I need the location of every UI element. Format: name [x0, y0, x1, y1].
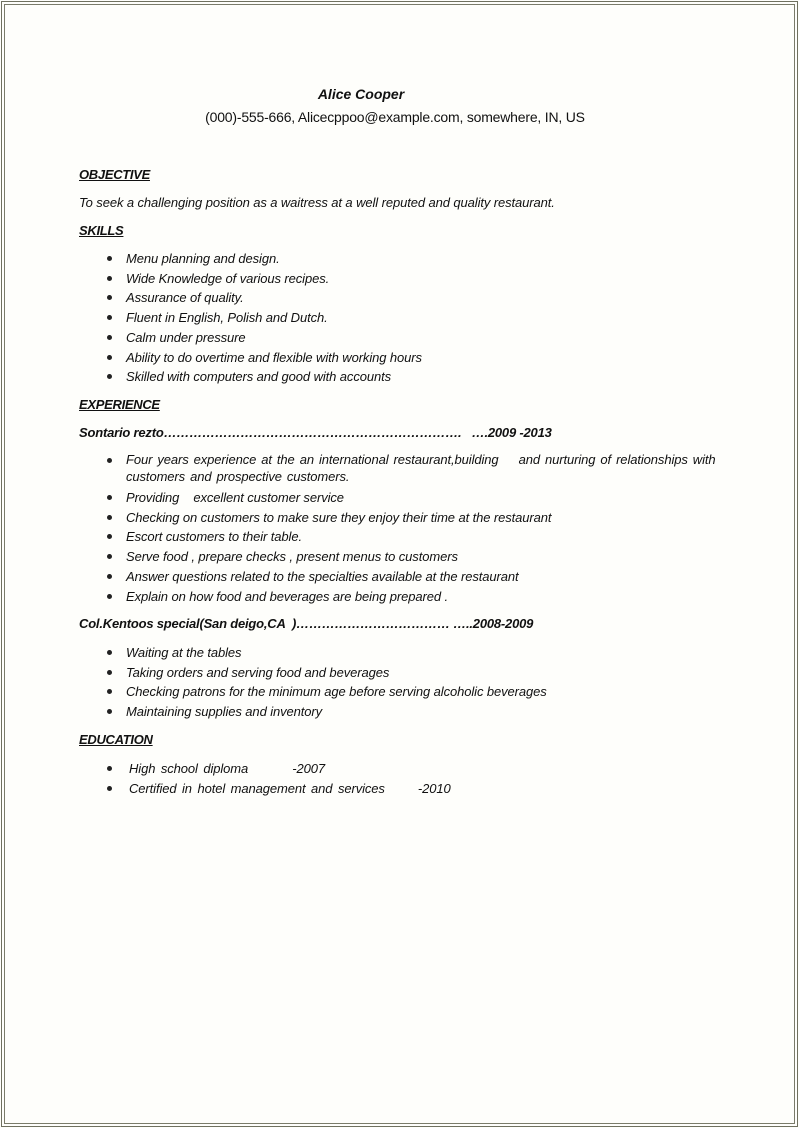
- bullet-icon: [107, 515, 112, 520]
- list-item: Assurance of quality.: [0, 288, 726, 308]
- list-item: Checking patrons for the minimum age before serving alcoholic beverages: [0, 682, 726, 702]
- job-heading-kentoos: Col.Kentoos special(San deigo,CA )……………………………… …..2008-2009: [79, 616, 534, 631]
- list-item: Menu planning and design.: [0, 249, 726, 269]
- job-1-duties: [0, 452, 726, 606]
- bullet-icon: [107, 766, 112, 771]
- bullet-icon: [107, 554, 112, 559]
- experience-heading: EXPERIENCE: [79, 397, 160, 412]
- bullet-icon: [107, 670, 112, 675]
- bullet-icon: [107, 458, 112, 463]
- bullet-icon: [107, 355, 112, 360]
- objective-heading: OBJECTIVE: [79, 167, 150, 182]
- list-item: Wide Knowledge of various recipes.: [0, 269, 726, 289]
- education-heading: EDUCATION: [79, 732, 153, 747]
- job-heading-sontario: Sontario rezto……………………………………………………………. ….2009 -2013: [79, 425, 552, 440]
- bullet-icon: [107, 495, 112, 500]
- bullet-icon: [107, 295, 112, 300]
- objective-text: To seek a challenging position as a waitress at a well reputed and quality restaurant.: [79, 195, 555, 210]
- list-item: Providing excellent customer service: [0, 488, 726, 508]
- bullet-icon: [107, 594, 112, 599]
- job-2-duties: [0, 643, 726, 722]
- bullet-icon: [107, 689, 112, 694]
- bullet-icon: [107, 786, 112, 791]
- list-item: Four years experience at the an international restaurant,building and nurturing of relationships with customers and prospective customers.: [0, 452, 726, 485]
- list-item: High school diploma -2007: [0, 759, 729, 779]
- bullet-icon: [107, 374, 112, 379]
- list-item: Certified in hotel management and services -2010: [0, 779, 729, 799]
- list-item: Explain on how food and beverages are being prepared .: [0, 587, 726, 607]
- list-item: Fluent in English, Polish and Dutch.: [0, 308, 726, 328]
- contact-info: (000)-555-666, Alicecppoo@example.com, somewhere, IN, US: [205, 109, 585, 125]
- candidate-name: Alice Cooper: [317, 86, 405, 102]
- list-item: Waiting at the tables: [0, 643, 726, 663]
- bullet-icon: [107, 574, 112, 579]
- skills-heading: SKILLS: [79, 223, 124, 238]
- education-list: [0, 759, 729, 798]
- list-item: Ability to do overtime and flexible with working hours: [0, 348, 726, 368]
- bullet-icon: [107, 534, 112, 539]
- list-item: Escort customers to their table.: [0, 527, 726, 547]
- bullet-icon: [107, 256, 112, 261]
- bullet-icon: [107, 276, 112, 281]
- list-item: Serve food , prepare checks , present menus to customers: [0, 547, 726, 567]
- list-item: Taking orders and serving food and beverages: [0, 663, 726, 683]
- list-item: Maintaining supplies and inventory: [0, 702, 726, 722]
- bullet-icon: [107, 709, 112, 714]
- bullet-icon: [107, 650, 112, 655]
- list-item: Checking on customers to make sure they enjoy their time at the restaurant: [0, 508, 726, 528]
- bullet-icon: [107, 315, 112, 320]
- list-item: Answer questions related to the specialties available at the restaurant: [0, 567, 726, 587]
- list-item: Calm under pressure: [0, 328, 726, 348]
- list-item: Skilled with computers and good with accounts: [0, 367, 726, 387]
- skills-list: [0, 249, 726, 387]
- bullet-icon: [107, 335, 112, 340]
